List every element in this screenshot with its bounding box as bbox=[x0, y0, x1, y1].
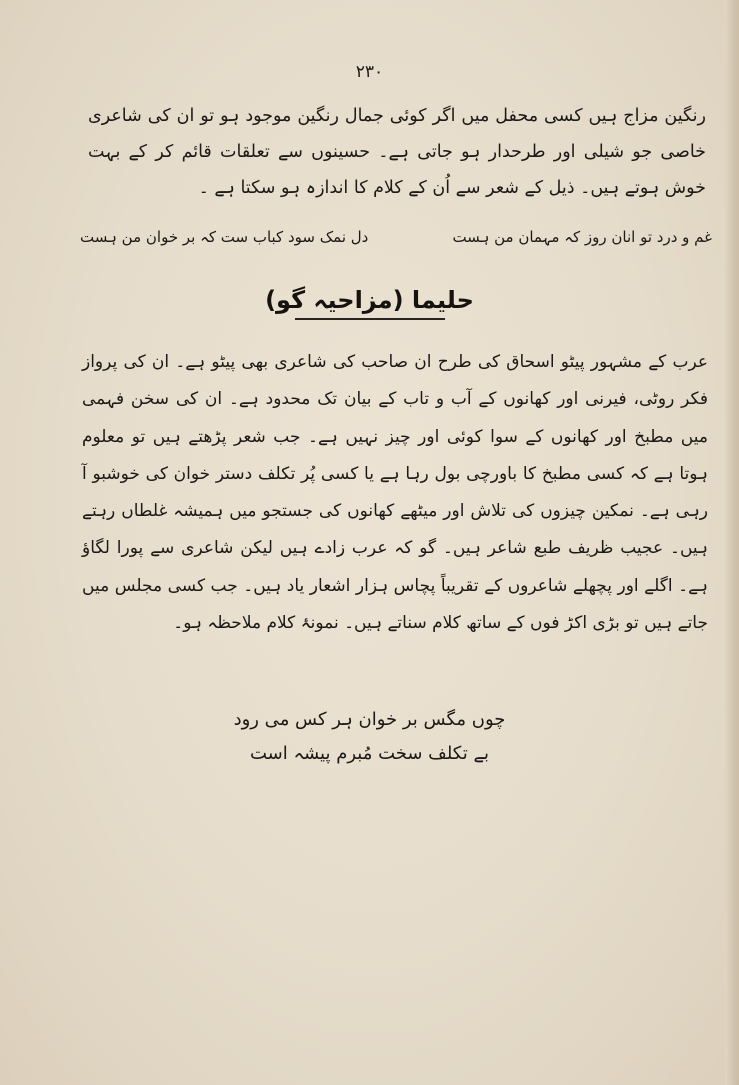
verse-2-second-line: بے تکلف سخت مُبرم پیشہ است bbox=[249, 743, 490, 764]
verse-couplet-1 bbox=[80, 228, 712, 256]
heading-underline bbox=[295, 318, 445, 320]
intro-paragraph: رنگین مزاج ہیں کسی محفل میں اگر کوئی جمال رنگین موجود ہو تو ان کی شاعری خاصی جو شیلی اور طرحدار ہو جاتی ہے۔ حسینوں سے تعلقات قائم کر کے بہت خوش ہوتے ہیں۔ ذیل کے شعر سے اُن کے کلام کا اندازہ ہو سکتا ہے ۔ bbox=[88, 106, 706, 198]
section-heading-text: حلیما (مزاحیہ گو) bbox=[265, 286, 474, 314]
body-paragraph: عرب کے مشہور پیٹو اسحاق کی طرح ان صاحب کی شاعری بھی پیٹو ہے۔ ان کی پرواز فکر روٹی، فیرنی اور کھانوں کے آب و تاب کے بیان تک محدود ہے۔ ان کی سخن فہمی میں مطبخ اور کھانوں کے سوا کوئی اور چیز نہیں ہے۔ جب شعر پڑھتے ہیں تو معلوم ہوتا ہے کہ کسی مطبخ کا باورچی بول رہا ہے یا کسی پُر تکلف دستر خوان کی خوشبو آ رہی ہے۔ نمکین چیزوں کی تلاش اور میٹھے کھانوں کی جستجو میں ہمیشہ غلطاں رہتے ہیں۔ عجیب ظریف طبع شاعر ہیں۔ گو کہ عرب زادے ہیں لیکن شاعری سے پورا لگاؤ ہے۔ اگلے اور پچھلے شاعروں کے تقریباً پچاس ہزار اشعار یاد ہیں۔ جب کسی مجلس میں جاتے ہیں تو بڑی اکڑ فوں کے ساتھ کلام سناتے ہیں۔ نمونۂ کلام ملاحظہ ہو۔ bbox=[82, 352, 708, 634]
verse-1-second-hemistich: دل نمک سود کباب ست کہ بر خوان من ہست bbox=[80, 228, 369, 246]
section-heading bbox=[0, 286, 739, 320]
verse-couplet-2 bbox=[0, 703, 739, 771]
page-edge-shadow bbox=[725, 0, 739, 1085]
verse-2-first-line: چوں مگس بر خوان ہر کس می رود bbox=[233, 709, 506, 730]
page-number: ۲۳۰ bbox=[355, 62, 384, 82]
verse-1-first-hemistich: غم و درد تو انان روز کہ مہمان من ہست bbox=[452, 228, 712, 246]
